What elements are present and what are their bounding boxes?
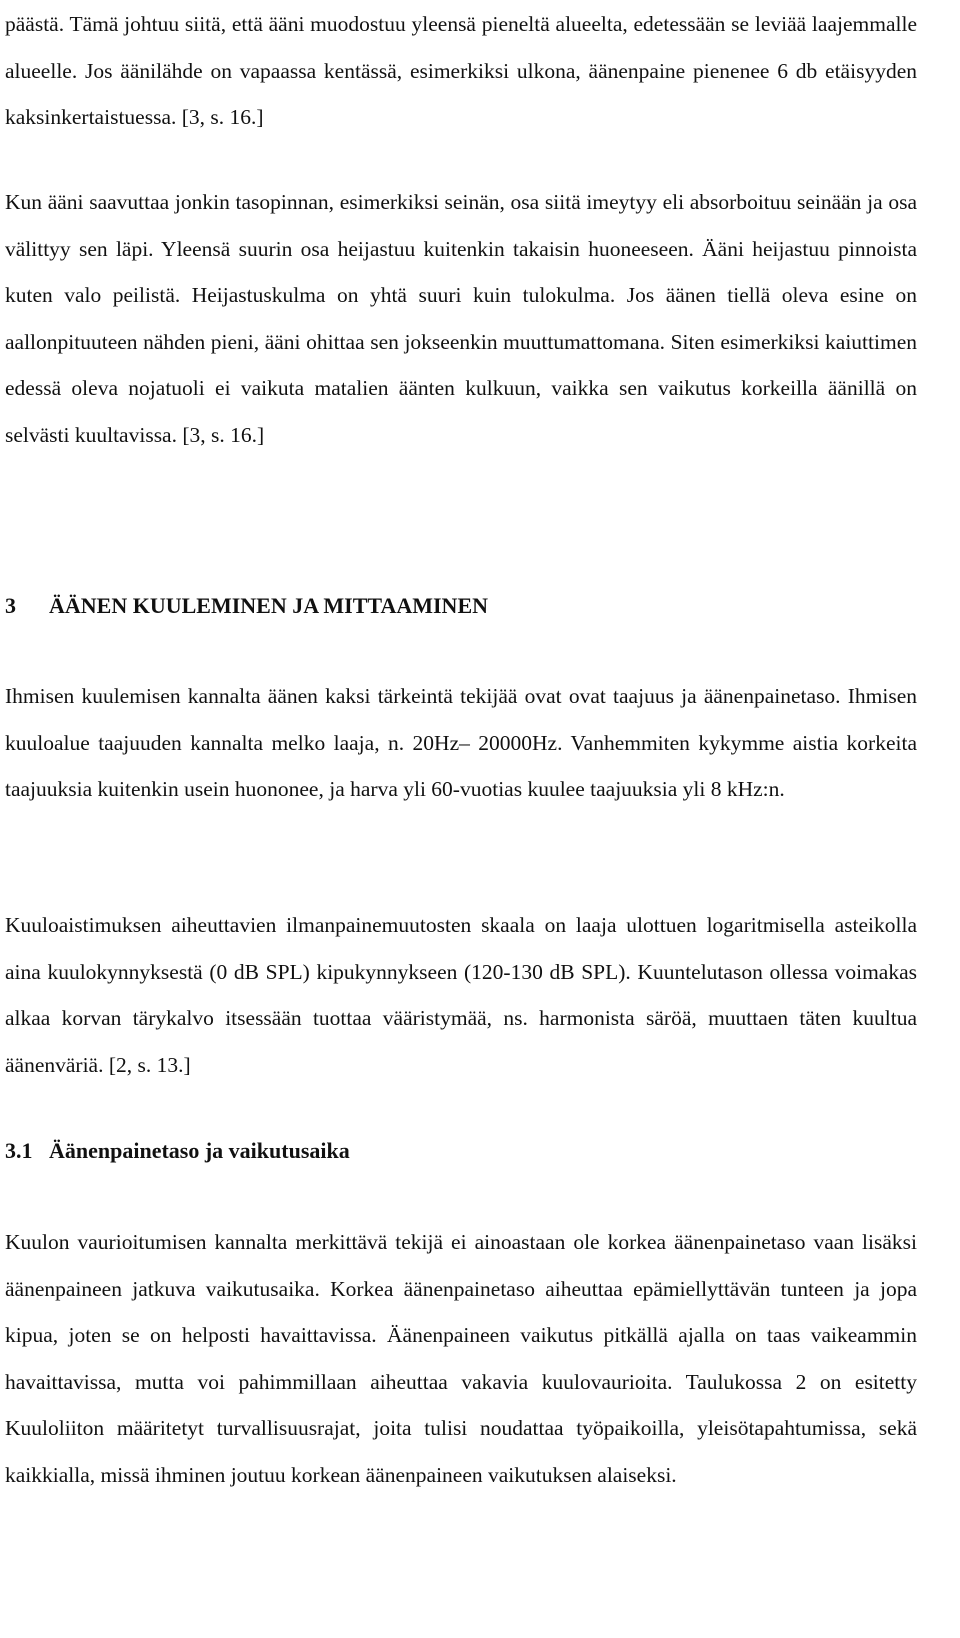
paragraph-sound-reflection: Kun ääni saavuttaa jonkin tasopinnan, esimerkiksi seinän, osa siitä imeytyy eli absorboituu seinään ja osa välittyy sen läpi. Yleensä suurin osa heijastuu kuitenkin takaisin huoneeseen. Ääni heijastuu pinnoista kuten valo peilistä. Heijastuskulma on yhtä suuri kuin tulokulma. Jos äänen tiellä oleva esine on aallonpituuteen nähden pieni, ääni ohittaa sen jokseenkin muuttumattomana. Siten esimerkiksi kaiuttimen edessä oleva nojatuoli ei vaikuta matalien äänten kulkuun, vaikka sen vaikutus korkeilla äänillä on selvästi kuultavissa. [3, s. 16.] [5, 190, 917, 447]
section-heading-3 [5, 591, 488, 621]
subsection-title: Äänenpainetaso ja vaikutusaika [49, 1138, 350, 1163]
section-title: ÄÄNEN KUULEMINEN JA MITTAAMINEN [49, 593, 489, 618]
paragraph-sound-spread: päästä. Tämä johtuu siitä, että ääni muodostuu yleensä pieneltä alueelta, edetessään se leviää laajemmalle alueelle. Jos äänilähde on vapaassa kentässä, esimerkiksi ulkona, äänenpaine pienenee 6 db etäisyyden kaksinkertaistuessa. [3, s. 16.] [5, 12, 917, 129]
section-number: 3 [5, 593, 16, 618]
subsection-heading-3-1 [5, 1136, 350, 1166]
paragraph-pressure-scale: Kuuloaistimuksen aiheuttavien ilmanpainemuutosten skaala on laaja ulottuen logaritmisella asteikolla aina kuulokynnyksestä (0 dB SPL) kipukynnykseen (120-130 dB SPL). Kuuntelutason ollessa voimakas alkaa korvan tärykalvo itsessään tuottaa vääristymää, ns. harmonista säröä, muuttaen täten kuultua äänenväriä. [2, s. 13.] [5, 913, 917, 1077]
subsection-number: 3.1 [5, 1138, 33, 1163]
paragraph-hearing-range: Ihmisen kuulemisen kannalta äänen kaksi tärkeintä tekijää ovat ovat taajuus ja äänenpainetaso. Ihmisen kuuloalue taajuuden kannalta melko laaja, n. 20Hz– 20000Hz. Vanhemmiten kykymme aistia korkeita taajuuksia kuitenkin usein huononee, ja harva yli 60-vuotias kuulee taajuuksia yli 8 kHz:n. [5, 684, 917, 801]
paragraph-exposure-time: Kuulon vaurioitumisen kannalta merkittävä tekijä ei ainoastaan ole korkea äänenpainetaso vaan lisäksi äänenpaineen jatkuva vaikutusaika. Korkea äänenpainetaso aiheuttaa epämiellyttävän tunteen ja jopa kipua, joten se on helposti havaittavissa. Äänenpaineen vaikutus pitkällä ajalla on taas vaikeammin havaittavissa, mutta voi pahimmillaan aiheuttaa vakavia kuulovaurioita. Taulukossa 2 on esitetty Kuuloliiton määritetyt turvallisuusrajat, joita tulisi noudattaa työpaikoilla, yleisötapahtumissa, sekä kaikkialla, missä ihminen joutuu korkean äänenpaineen vaikutuksen alaiseksi. [5, 1230, 917, 1487]
